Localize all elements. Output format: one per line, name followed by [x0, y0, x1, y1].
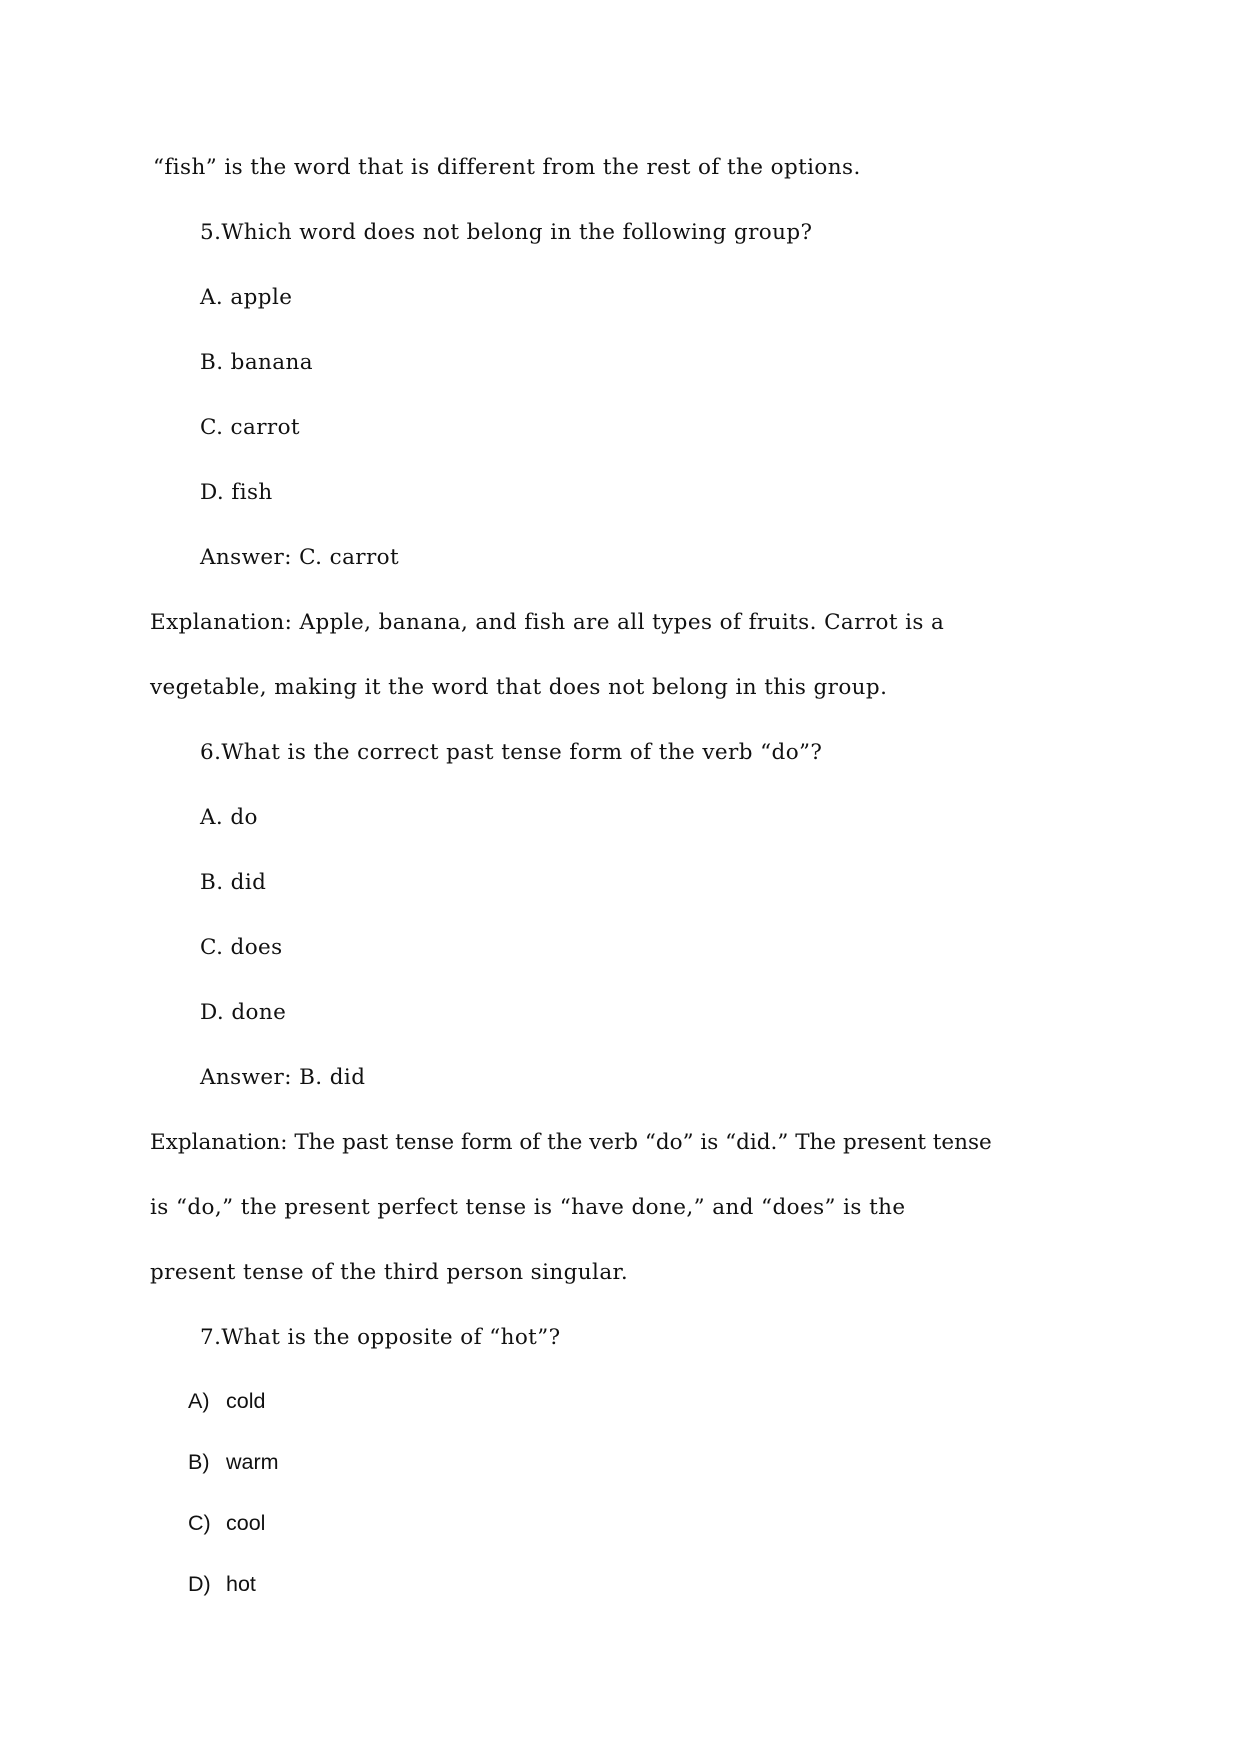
question-5-explanation-line-2: vegetable, making it the word that does not belong in this group.: [150, 675, 888, 700]
question-5-explanation-line-1: Explanation: Apple, banana, and fish are all types of fruits. Carrot is a: [150, 610, 945, 635]
option-text: warm: [226, 1450, 279, 1474]
option-text: hot: [226, 1572, 256, 1596]
question-6-option-c: C. does: [200, 935, 283, 960]
question-7: 7.What is the opposite of “hot”?: [200, 1325, 561, 1350]
question-6-option-d: D. done: [200, 1000, 287, 1025]
option-letter: C): [188, 1511, 211, 1535]
question-5-option-a: A. apple: [200, 285, 293, 310]
previous-explanation-tail: “fish” is the word that is different from the rest of the options.: [153, 155, 861, 180]
option-letter: D): [188, 1572, 211, 1596]
option-text: cool: [226, 1511, 266, 1535]
question-6: 6.What is the correct past tense form of the verb “do”?: [200, 740, 823, 765]
question-5: 5.Which word does not belong in the following group?: [200, 220, 813, 245]
question-7-option-c: [188, 1508, 265, 1538]
option-letter: A): [188, 1389, 210, 1413]
question-5-option-c: C. carrot: [200, 415, 300, 440]
question-5-answer: Answer: C. carrot: [200, 545, 400, 570]
question-6-answer: Answer: B. did: [200, 1065, 366, 1090]
question-7-option-b: [188, 1447, 279, 1477]
question-7-option-d: [188, 1569, 256, 1599]
question-5-option-d: D. fish: [200, 480, 273, 505]
question-6-option-b: B. did: [200, 870, 267, 895]
question-6-option-a: A. do: [200, 805, 258, 830]
question-5-option-b: B. banana: [200, 350, 313, 375]
question-6-explanation-line-3: present tense of the third person singular.: [150, 1260, 629, 1285]
option-letter: B): [188, 1450, 210, 1474]
option-text: cold: [226, 1389, 266, 1413]
question-7-option-a: [188, 1386, 265, 1416]
question-6-explanation-line-1: Explanation: The past tense form of the verb “do” is “did.” The present tense: [150, 1130, 992, 1155]
question-6-explanation-line-2: is “do,” the present perfect tense is “have done,” and “does” is the: [150, 1195, 906, 1220]
